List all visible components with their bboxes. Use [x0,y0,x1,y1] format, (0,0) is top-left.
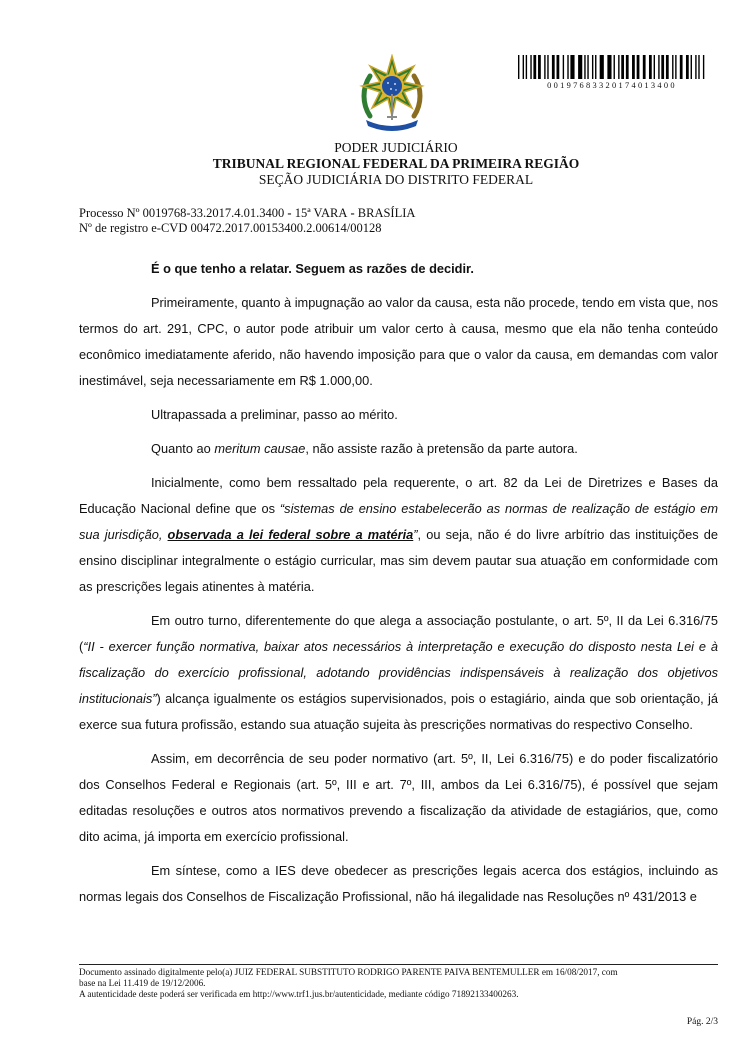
barcode-bar [672,55,673,79]
barcode-bar [695,55,696,79]
barcode-bar [698,55,699,79]
process-number: Processo Nº 0019768-33.2017.4.01.3400 [79,206,285,220]
barcode-bar [533,55,536,79]
barcode-bar [538,55,541,79]
paragraph [79,436,718,462]
paragraph: Assim, em decorrência de seu poder normativo (art. 5º, II, Lei 6.316/75) e do poder fiscalizatório dos Conselhos Federal e Regionais (art. 5º, III e art. 7º, III, ambos da Lei 6.316/75), é possível que sejam editadas resoluções e outros atos normativos prevendo a fiscalização da atividade de estagiários, que, como dito acima, já importa em exercício profissional. [79,751,718,844]
footer-authenticity-line: A autenticidade deste poderá ser verificada em http://www.trf1.jus.br/autenticidade, mediante código 71892133400263. [79,989,519,999]
text-run: , ou seja, não é do livre arbítrio das instituições de ensino disciplinar integralmente o estágio curricular, mas sim devem pautar sua atuação em conformidade com as prescrições legais atinentes à matéria. [79,527,718,594]
barcode-bar [547,55,548,79]
process-city: BRASÍLIA [357,206,416,220]
document-barcode [517,55,707,90]
barcode-bar [587,55,588,79]
barcode-bar [526,55,527,79]
signature-footer [79,967,718,1000]
barcode-bar [552,55,555,79]
paragraph: Primeiramente, quanto à impugnação ao valor da causa, esta não procede, tendo em vista que, nos termos do art. 291, CPC, o autor pode atribuir um valor certo à causa, mesmo que ela não tenha conteúdo econômico imediatamente aferido, não havendo imposição para que o valor da causa, em demandas com valor inestimável, seja necessariamente em R$ 1.000,00. [79,295,718,388]
quote-run: ” [413,527,418,542]
barcode-bar [643,55,646,79]
paragraph: Em síntese, como a IES deve obedecer as prescrições legais acerca dos estágios, incluindo as normas legais dos Conselhos de Fiscalização Profissional, não há ilegalidade nas Resoluções nº 431/2013 e [79,863,718,904]
barcode-bar [637,55,640,79]
process-separator: - [284,206,295,220]
text-run: Em outro turno, diferentemente do que alega a associação postulante, o art. 5º, II da Lei 6.316/75 ( [79,613,718,654]
paragraph-intro: É o que tenho a relatar. Seguem as razões de decidir. [151,261,474,276]
barcode-bar [658,55,659,79]
barcode-bar [661,55,664,79]
barcode-bar [686,55,689,79]
barcode-bar [680,55,683,79]
page-number: Pág. 2/3 [686,1017,718,1027]
underlined-quote-run: observada a lei federal sobre a matéria [167,527,414,542]
registration-number-line: Nº de registro e-CVD 00472.2017.00153400.2.00614/00128 [79,221,382,235]
barcode-bar [649,55,652,79]
barcode-bar [691,55,692,79]
barcode-bar [607,55,611,79]
barcode-bar [654,55,655,79]
barcode-number: 00197683320174013400 [547,81,677,90]
barcode-bar [563,55,564,79]
quote-run: “sistemas de ensino estabelecerão as normas de realização de estágio em sua jurisdição, [79,501,718,542]
barcode-bar [600,55,604,79]
footer-signature-line: Documento assinado digitalmente pelo(a) JUIZ FEDERAL SUBSTITUTO RODRIGO PARENTE PAIVA BENTEMULLER em 16/08/2017, com [79,967,618,977]
barcode-bar [618,55,619,79]
text-run: ) alcança igualmente os estágios supervisionados, pois o estagiário, ainda que sob orientação, já exerce sua futura profissão, estando sua atuação sujeita às prescrições normativas do respectivo Conselho. [79,691,718,732]
barcode-bar [530,55,531,79]
barcode-bar [675,55,676,79]
barcode-bar [614,55,615,79]
header-line-secao: SEÇÃO JUDICIÁRIA DO DISTRITO FEDERAL [258,172,534,187]
barcode-bar [567,55,568,79]
barcode-bar [666,55,669,79]
process-separator: - [347,206,358,220]
brazil-coat-of-arms-icon [356,54,428,134]
barcode-bar [626,55,629,79]
court-header [0,140,756,188]
barcode-bar [578,55,582,79]
paragraph [79,470,718,600]
quote-run: “II - exercer função normativa, baixar atos necessários à interpretação e execução do disposto nesta Lei e à fiscalização do exercício profissional, adotando providências indispensáveis à realização dos objetivos institucionais” [79,639,718,706]
barcode-bar [632,55,635,79]
barcode-bars [517,55,707,79]
text-run: , não assiste razão à pretensão da parte autora. [305,441,578,456]
document-body [79,256,718,918]
paragraph: Ultrapassada a preliminar, passo ao mérito. [151,407,398,422]
paragraph [79,608,718,738]
barcode-bar [621,55,624,79]
footer-law-line: base na Lei 11.419 de 19/12/2006. [79,978,206,988]
header-line-tribunal: TRIBUNAL REGIONAL FEDERAL DA PRIMEIRA REGIÃO [212,156,580,171]
barcode-bar [570,55,574,79]
footer-divider [79,964,718,965]
process-identification [79,206,415,236]
barcode-bar [518,55,519,79]
text-run: Quanto ao [151,441,215,456]
barcode-bar [595,55,596,79]
text-run: Inicialmente, como bem ressaltado pela requerente, o art. 82 da Lei de Diretrizes e Bases da Educação Nacional define que os [79,475,718,516]
barcode-bar [584,55,585,79]
header-line-poder-judiciario: PODER JUDICIÁRIO [334,140,458,155]
barcode-bar [544,55,545,79]
process-vara: 15ª VARA [294,206,348,220]
italic-run: meritum causae [214,441,306,456]
barcode-bar [557,55,560,79]
barcode-bar [523,55,524,79]
barcode-bar [592,55,593,79]
barcode-bar [703,55,704,79]
process-number-line [79,206,415,221]
